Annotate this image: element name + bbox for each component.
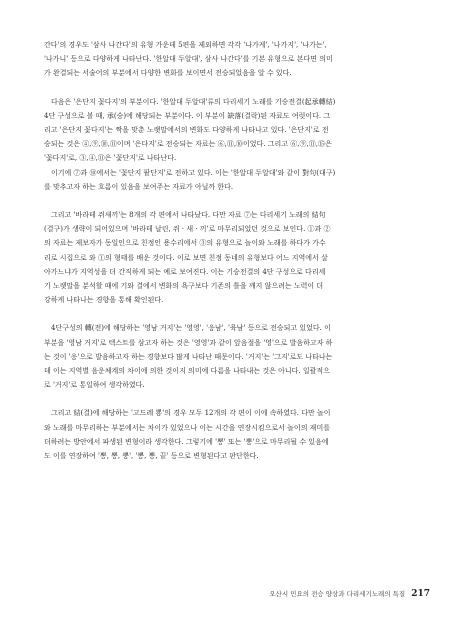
- page-body: [44, 38, 430, 463]
- running-title: 오산시 민요의 전승 양상과 다리세기노래의 특질: [269, 590, 406, 598]
- paragraph-2: 다음은 '은단지 꽃다지'의 부분이다. '한알대 두알대'류의 다리세기 노래를 기승전결(起承轉結) 4단 구성으로 볼 때, 承(승)에 해당되는 부분이다. 이 부분이 缺落(결락)된 자료도 여럿이다. 그 리고 '은단지 꽃다지'는 짝을 맞춘 노랫말에서의 변화도 다양하게 나타나고 있다. '은단지'로 전 승되는 것은 ④,⑨,⑩,⑪이며 '은다지'로 전승되는 자료는 ⑥,⑪,⑩이었다. 그리고 ⑥,⑨,⑪,⑮은 '꽃다지'로, ③,④,⑪은 '꽃단지'로 나타난다.: [44, 97, 336, 163]
- paragraph-4: 그리고 '바라테 쥐새끼'는 8개의 각 편에서 나타났다. 다만 자료 ⑦는 다리세기 노래의 結句 (결구)가 생략이 되어있으며 '바라테 날린, 쥐 · 새 · 끼'로 마무리되었던 것으로 보인다. ①과 ② 의 자료는 제보자가 동일인으로 친정인 용수리에서 ③의 유형으로 놀이와 노래를 하다가 가수 리로 시집으로 와 ①의 형태를 배운 것이다. 이로 보면 친정 동네의 유형보다 어느 지역에서 살 아가느냐가 지역성을 더 간직하게 되는 예로 보여진다. 이는 기승전결의 4단 구성으로 다리세 기 노랫말을 분석할 때에 기와 결에서 변화의 욕구보다 기존의 틀을 깨지 않으려는 노력이 더 강하게 나타나는 경향을 통해 확인된다.: [44, 211, 331, 305]
- paragraph-5: 4단구성의 轉(전)에 해당하는 '영남 거지'는 '영영', '응남', '육남' 등으로 전승되고 있었다. 이 부분을 '영남 거지'로 텍스트를 삼고자 하는 것은 '영영'과 같이 앞음절을 '영'으로 발음하고자 하 는 것이 '응'으로 발음하고자 하는 경향보다 많게 나타난 때문이다. '거지'는 '그지'로도 나타나는 데 이는 지역별 음운체계의 차이에 의한 것이지 의미에 다름을 나타내는 것은 아니다. 일괄적으 로 '거지'로 통일하여 생각하였다.: [44, 324, 333, 390]
- paragraph-6: 그리고 結(결)에 해당하는 '고드레 뿅'의 경우 모두 12개의 각 편이 이에 속하였다. 다만 놀이 와 노래를 마무리하는 부분에서는 차이가 있었으나 이는 시간을 연장시킴으로서 놀이의 재미를 더하려는 방안에서 파생된 변형이라 생각한다. 그렇기에 '뽕' 또는 '뿡'으로 마무리될 수 있음에 도 이를 연장하여 '뽕, 뽕, 뿡', '뽕, 뽕, 끝' 등으로 변형된다고 판단한다.: [44, 409, 331, 461]
- page-number: 217: [411, 589, 430, 599]
- paragraph-1: 간다'의 경우도 '삼사 나간다'의 유형 가운데 5편을 제외하면 각각 '나가게', '나가지', '나가는', '나가니' 등으로 다양하게 나타난다. '한알대 두알대', 삼사 나간다'를 기본 유형으로 본다면 의미 가 완결되는 서술어의 부분에서 다양한 변화를 보이면서 전승되었음을 알 수 있다.: [44, 41, 333, 78]
- page-footer: [269, 589, 430, 599]
- paragraph-3: 이기에 ⑦과 ⑩에서는 '꽃단지 팥단지'로 전하고 있다. 이는 '한알대 두알대'와 같이 對句(대구) 를 맞추고자 하는 흐름이 있음을 보여주는 자료가 아닐까 한다.: [44, 168, 336, 191]
